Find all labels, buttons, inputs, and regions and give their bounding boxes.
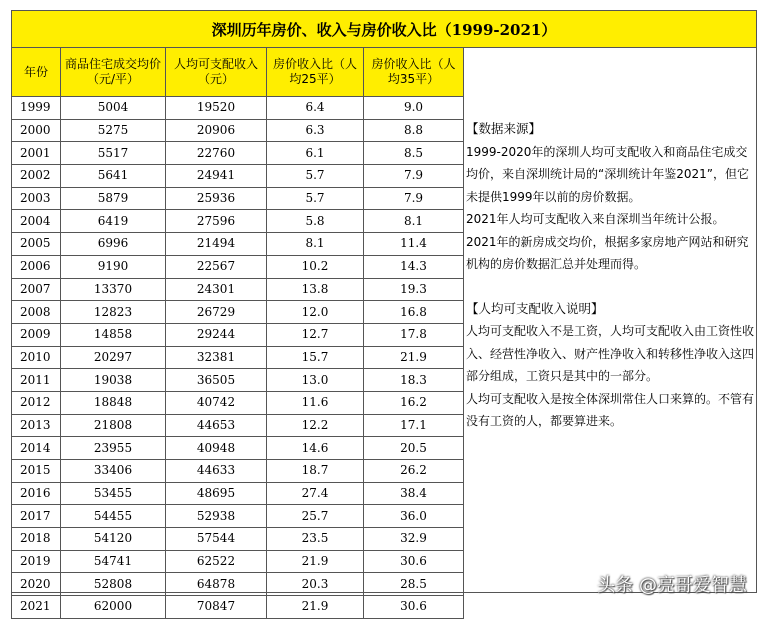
cell-ratio-35: 8.8 [364,119,464,142]
cell-year: 2018 [12,528,61,551]
cell-price: 62000 [61,596,166,619]
cell-ratio-25: 27.4 [267,482,364,505]
cell-year: 2006 [12,255,61,278]
cell-income: 20906 [166,119,267,142]
cell-ratio-35: 17.8 [364,323,464,346]
source-heading: 【数据来源】 [466,121,542,136]
cell-income: 44653 [166,414,267,437]
cell-income: 36505 [166,369,267,392]
cell-year: 2004 [12,210,61,233]
header-ratio-25: 房价收入比（人均25平） [267,48,364,97]
table-row [12,323,464,346]
cell-ratio-35: 14.3 [364,255,464,278]
source-note-1: 1999-2020年的深圳人均可支配收入和商品住宅成交均价，来自深圳统计局的“深圳统计年鉴2021”，但它未提供1999年以前的房价数据。 [466,144,749,204]
cell-price: 5879 [61,187,166,210]
cell-ratio-35: 7.9 [364,165,464,188]
cell-price: 23955 [61,437,166,460]
table-row [12,573,464,596]
table-row [12,187,464,210]
cell-price: 5004 [61,97,166,120]
cell-income: 40948 [166,437,267,460]
table-row [12,233,464,256]
income-note-2: 人均可支配收入是按全体深圳常住人口来算的。不管有没有工资的人，都要算进来。 [466,391,755,428]
cell-income: 27596 [166,210,267,233]
cell-income: 62522 [166,550,267,573]
cell-income: 57544 [166,528,267,551]
table-row [12,97,464,120]
table-row [12,301,464,324]
cell-ratio-25: 5.7 [267,187,364,210]
cell-ratio-35: 11.4 [364,233,464,256]
cell-ratio-25: 21.9 [267,550,364,573]
cell-ratio-35: 38.4 [364,482,464,505]
cell-price: 5641 [61,165,166,188]
cell-income: 40742 [166,391,267,414]
table-row [12,210,464,233]
cell-ratio-35: 21.9 [364,346,464,369]
data-table [11,47,464,619]
income-note-1: 人均可支配收入不是工资，人均可支配收入由工资性收入、经营性净收入、财产性净收入和转移性净收入这四部分组成，工资只是其中的一部分。 [466,324,755,383]
table-row [12,550,464,573]
cell-price: 20297 [61,346,166,369]
cell-ratio-35: 19.3 [364,278,464,301]
cell-ratio-35: 30.6 [364,596,464,619]
cell-year: 2015 [12,460,61,483]
table-row [12,528,464,551]
cell-year: 2010 [12,346,61,369]
cell-year: 2020 [12,573,61,596]
cell-ratio-25: 21.9 [267,596,364,619]
cell-income: 26729 [166,301,267,324]
cell-price: 18848 [61,391,166,414]
cell-ratio-35: 8.1 [364,210,464,233]
cell-price: 6419 [61,210,166,233]
cell-year: 1999 [12,97,61,120]
cell-ratio-25: 18.7 [267,460,364,483]
cell-year: 2014 [12,437,61,460]
cell-price: 5275 [61,119,166,142]
header-income: 人均可支配收入（元） [166,48,267,97]
cell-year: 2011 [12,369,61,392]
cell-year: 2005 [12,233,61,256]
cell-year: 2019 [12,550,61,573]
cell-income: 64878 [166,573,267,596]
cell-income: 48695 [166,482,267,505]
cell-ratio-35: 16.2 [364,391,464,414]
cell-price: 9190 [61,255,166,278]
cell-income: 22567 [166,255,267,278]
cell-price: 19038 [61,369,166,392]
table-body [12,97,464,619]
cell-ratio-35: 7.9 [364,187,464,210]
cell-income: 24301 [166,278,267,301]
header-ratio-35: 房价收入比（人均35平） [364,48,464,97]
cell-ratio-35: 36.0 [364,505,464,528]
cell-ratio-25: 6.3 [267,119,364,142]
cell-price: 53455 [61,482,166,505]
cell-ratio-25: 8.1 [267,233,364,256]
cell-year: 2013 [12,414,61,437]
table-row [12,255,464,278]
table-row [12,346,464,369]
cell-ratio-25: 12.7 [267,323,364,346]
cell-ratio-25: 20.3 [267,573,364,596]
cell-year: 2021 [12,596,61,619]
cell-year: 2008 [12,301,61,324]
cell-ratio-35: 16.8 [364,301,464,324]
cell-ratio-35: 28.5 [364,573,464,596]
cell-year: 2012 [12,391,61,414]
table-row [12,596,464,619]
cell-income: 24941 [166,165,267,188]
page-title: 深圳历年房价、收入与房价收入比（1999-2021） [11,10,757,48]
table-row [12,482,464,505]
cell-price: 54455 [61,505,166,528]
table-row [12,414,464,437]
cell-income: 29244 [166,323,267,346]
cell-ratio-35: 30.6 [364,550,464,573]
cell-ratio-35: 18.3 [364,369,464,392]
cell-ratio-25: 13.8 [267,278,364,301]
cell-ratio-35: 26.2 [364,460,464,483]
cell-ratio-25: 12.2 [267,414,364,437]
cell-income: 52938 [166,505,267,528]
cell-ratio-35: 8.5 [364,142,464,165]
cell-year: 2007 [12,278,61,301]
cell-income: 70847 [166,596,267,619]
cell-year: 2002 [12,165,61,188]
cell-ratio-25: 13.0 [267,369,364,392]
cell-price: 21808 [61,414,166,437]
cell-year: 2001 [12,142,61,165]
cell-price: 5517 [61,142,166,165]
cell-ratio-35: 32.9 [364,528,464,551]
cell-year: 2003 [12,187,61,210]
table-row [12,437,464,460]
table-row [12,505,464,528]
source-note-2: 2021年人均可支配收入来自深圳当年统计公报。 [466,212,725,226]
cell-year: 2009 [12,323,61,346]
header-year: 年份 [12,48,61,97]
table-row [12,460,464,483]
cell-ratio-25: 14.6 [267,437,364,460]
cell-price: 14858 [61,323,166,346]
cell-price: 6996 [61,233,166,256]
cell-ratio-25: 5.7 [267,165,364,188]
cell-income: 19520 [166,97,267,120]
cell-ratio-25: 12.0 [267,301,364,324]
cell-year: 2016 [12,482,61,505]
watermark: 头条 @亮哥爱智慧 [597,575,747,596]
table-row [12,165,464,188]
cell-year: 2017 [12,505,61,528]
cell-price: 54120 [61,528,166,551]
cell-ratio-25: 23.5 [267,528,364,551]
table-row [12,369,464,392]
cell-price: 12823 [61,301,166,324]
table-row [12,391,464,414]
cell-ratio-25: 6.1 [267,142,364,165]
notes-panel [466,118,756,433]
table-row [12,119,464,142]
table-row [12,142,464,165]
cell-ratio-35: 9.0 [364,97,464,120]
cell-income: 44633 [166,460,267,483]
cell-ratio-25: 5.8 [267,210,364,233]
cell-ratio-25: 10.2 [267,255,364,278]
table-row [12,278,464,301]
cell-income: 22760 [166,142,267,165]
table-header-row [12,48,464,97]
source-note-3: 2021年的新房成交均价，根据多家房地产网站和研究机构的房价数据汇总并处理而得。 [466,234,749,271]
cell-income: 21494 [166,233,267,256]
income-heading: 【人均可支配收入说明】 [466,300,604,316]
cell-price: 52808 [61,573,166,596]
cell-income: 25936 [166,187,267,210]
cell-ratio-35: 17.1 [364,414,464,437]
cell-ratio-25: 6.4 [267,97,364,120]
cell-ratio-25: 11.6 [267,391,364,414]
cell-price: 13370 [61,278,166,301]
header-price: 商品住宅成交均价（元/平） [61,48,166,97]
cell-ratio-25: 25.7 [267,505,364,528]
cell-income: 32381 [166,346,267,369]
cell-price: 54741 [61,550,166,573]
cell-ratio-35: 20.5 [364,437,464,460]
cell-year: 2000 [12,119,61,142]
cell-ratio-25: 15.7 [267,346,364,369]
cell-price: 33406 [61,460,166,483]
